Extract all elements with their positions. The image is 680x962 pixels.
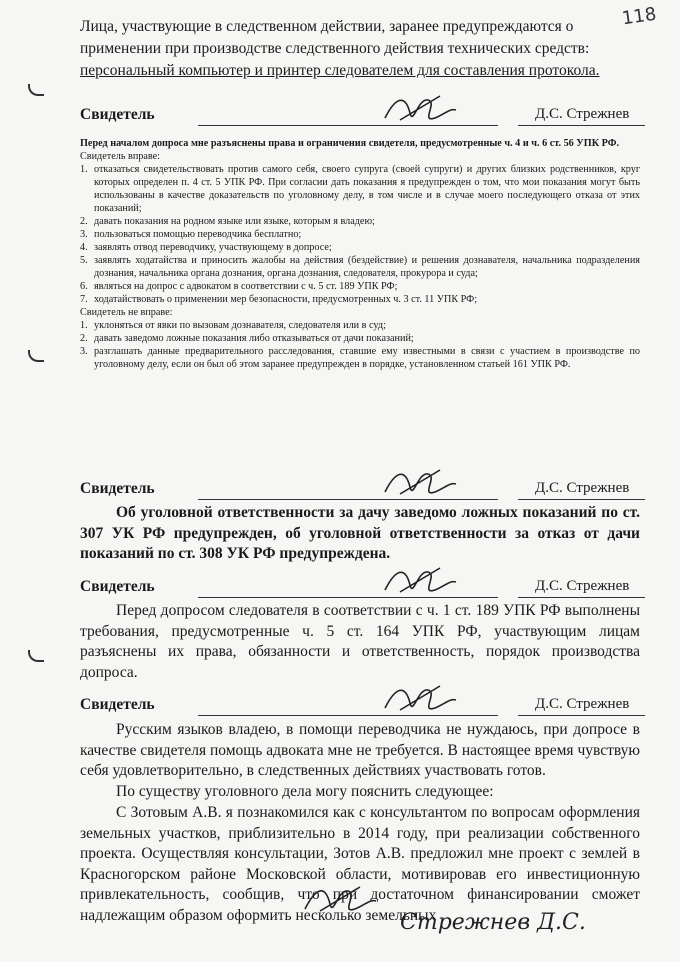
signature-row [80,100,645,126]
may-not-title: Свидетель не вправе: [80,307,173,318]
witness-name: Д.С. Стрежнев [535,578,630,594]
procedure-paragraph: Перед допросом следователя в соответствии с ч. 1 ст. 189 УПК РФ выполнены требования, предусмотренные ч. 5 ст. 164 УПК РФ, участвующим лицам разъяснены их права, обязанности и ответственность, порядок производства допроса. [80,602,640,681]
punch-mark [28,350,44,362]
punch-mark [28,84,44,96]
intro-line-1: Лица, участвующие в следственном действии, заранее предупреждаются о [80,18,574,35]
footer-handwritten-name: Стрежнев Д.С. [400,910,586,935]
signature-row [80,572,645,598]
witness-label: Свидетель [80,106,155,123]
list-item [80,345,640,371]
liability-paragraph: Об уголовной ответственности за дачу заведомо ложных показаний по ст. 307 УК РФ предупрежден, об уголовной ответственности за отказ от дачи показаний по ст. 308 УК РФ предупреждена. [80,504,640,562]
list-item-number: 1. [80,164,88,175]
witness-label: Свидетель [80,578,155,595]
list-item [80,163,640,215]
signature-mark [380,560,460,604]
signature-row [80,690,645,716]
list-item-text: уклоняться от явки по вызовам дознавателя, следователя или в суд; [94,320,386,331]
language-paragraph: Русским языков владею, в помощи переводчика не нуждаюсь, при допросе в качестве свидетеля помощь адвоката мне не требуется. В настоящее время чувствую себя удовлетворительно, в следственных действиях участвовать готов. [80,721,640,779]
list-item-number: 7. [80,294,88,305]
rights-heading: Перед началом допроса мне разъяснены права и ограничения свидетеля, предусмотренные ч. 4 и ч. 6 ст. 56 УПК РФ. [80,138,619,149]
list-item-number: 2. [80,333,88,344]
intro-line-3: персональный компьютер и принтер следователем для составления протокола. [80,62,600,79]
list-item-text: давать показания на родном языке или языке, которым я владею; [94,216,375,227]
name-line [518,715,645,716]
name-line [518,125,645,126]
list-item-text: заявлять отвод переводчику, участвующему в допросе; [94,242,332,253]
list-item-number: 6. [80,281,88,292]
may-not-list [80,319,640,371]
list-item [80,293,640,306]
list-item [80,332,640,345]
list-item-text: отказаться свидетельствовать против самого себя, своего супруга (своей супруги) и других близких родственников, круг которых определен п. 4 ст. 5 УПК РФ. При согласии дать показания я предупрежден о том, что мои показания могут быть использованы в качестве доказательств по уголовному делу, в том числе и в случае моего последующего отказа от этих показаний; [94,164,640,214]
witness-name: Д.С. Стрежнев [535,696,630,712]
list-item [80,228,640,241]
footer-signature-mark [300,877,380,927]
list-item-number: 3. [80,346,88,357]
punch-mark [28,650,44,662]
list-item-text: разглашать данные предварительного расследования, ставшие ему известными в связи с участием в производстве по уголовному делу, если он был об этом заранее предупрежден в порядке, установленном статьей 161 УПК РФ. [94,346,640,370]
list-item-number: 1. [80,320,88,331]
witness-name: Д.С. Стрежнев [535,106,630,122]
witness-label: Свидетель [80,480,155,497]
list-item-number: 3. [80,229,88,240]
name-line [518,597,645,598]
may-list [80,163,640,306]
footer-handwriting [290,872,610,942]
list-item [80,254,640,280]
list-item [80,241,640,254]
signature-mark [380,462,460,506]
witness-name: Д.С. Стрежнев [535,480,630,496]
name-line [518,499,645,500]
signature-row [80,474,645,500]
list-item-text: пользоваться помощью переводчика бесплатно; [94,229,302,240]
may-title: Свидетель вправе: [80,151,160,162]
witness-label: Свидетель [80,696,155,713]
list-item [80,215,640,228]
list-item-number: 2. [80,216,88,227]
list-item-text: ходатайствовать о применении мер безопасности, предусмотренных ч. 3 ст. 11 УПК РФ; [94,294,478,305]
rights-section [80,137,640,371]
list-item-number: 4. [80,242,88,253]
intro-line-2: применении при производстве следственного действия технических средств: [80,40,590,57]
signature-mark [380,88,460,132]
merits-text: С Зотовым А.В. я познакомился как с консультантом по вопросам оформления земельных участков, приблизительно в 2014 году, при реализации собственного проекта. Осуществляя консультации, Зотов А.В. предложил мне проект с землей в Красногорском районе Московской области, мотивировав его инвестиционную привлекательность, сообщив, что при достаточном финансировании сможет надлежащим образом оформить несколько земельных [80,804,640,924]
list-item-number: 5. [80,255,88,266]
list-item [80,280,640,293]
list-item-text: заявлять ходатайства и приносить жалобы на действия (бездействие) и решения дознавателя, начальника подразделения дознания, начальника органа дознания, органа дознания, следователя, прокурора и суда; [94,255,640,279]
list-item [80,319,640,332]
merits-intro: По существу уголовного дела могу пояснить следующее: [116,783,494,800]
list-item-text: являться на допрос с адвокатом в соответствии с ч. 5 ст. 189 УПК РФ; [94,281,398,292]
page-number: 118 [620,3,658,30]
signature-mark [380,678,460,722]
list-item-text: давать заведомо ложные показания либо отказываться от дачи показаний; [94,333,414,344]
